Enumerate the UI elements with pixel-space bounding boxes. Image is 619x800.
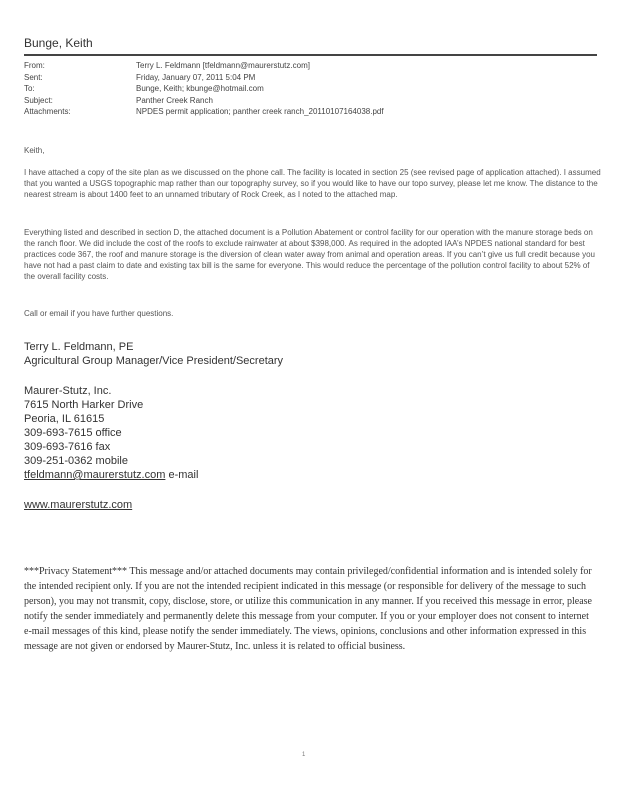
header-value: NPDES permit application; panther creek ranch_20110107164038.pdf: [136, 107, 384, 116]
header-row-sent: [24, 72, 598, 84]
signature-company: Maurer-Stutz, Inc.: [24, 385, 112, 397]
header-row-to: [24, 83, 598, 95]
sender-name: Bunge, Keith: [24, 36, 93, 50]
header-label: From:: [24, 61, 45, 70]
website-link[interactable]: www.maurerstutz.com: [24, 499, 133, 511]
email-link[interactable]: tfeldmann@maurerstutz.com: [24, 469, 166, 481]
signature-name: Terry L. Feldmann, PE: [24, 341, 134, 353]
body-paragraph: Everything listed and described in section D, the attached document is a Pollution Abatement or control facility for our operation with the manure storage beds on the ranch floor. We did include the cost of the roofs to exclude rainwater at about $398,000. As required in the adopted IAA’s NPDES national standard for best practices code 367, the roof and manure storage is the diversion of clean water away from animal and operation areas. If you can’t give us full credit because you have not had a past claim to date and existing tax bill is the same for everyone. This would reduce the percentage of the pollution control facility to about 52% of the overall facility costs.: [24, 228, 595, 281]
signature-city: Peoria, IL 61615: [24, 413, 105, 425]
header-value: Panther Creek Ranch: [136, 95, 213, 105]
header-row-subject: [24, 95, 598, 107]
signature-street: 7615 North Harker Drive: [24, 399, 144, 411]
header-label: Attachments:: [24, 107, 71, 116]
salutation: Keith,: [24, 146, 45, 155]
signature-email-line: [24, 468, 283, 482]
header-divider: [24, 54, 597, 56]
email-suffix: e-mail: [165, 469, 199, 481]
header-value: Friday, January 07, 2011 5:04 PM: [136, 72, 256, 82]
signature-office-phone: 309-693-7615 office: [24, 427, 122, 439]
signature-fax: 309-693-7616 fax: [24, 441, 111, 453]
body-paragraph: Call or email if you have further questions.: [24, 309, 174, 318]
body-paragraph: I have attached a copy of the site plan as we discussed on the phone call. The facility is located in section 25 (see revised page of application attached). I assumed that you wanted a USGS topographic map rather than our topography survey, so if you would like to have our topo survey, please let me know. The distance to the nearest stream is about 1400 feet to an unnamed tributary of Rock Creek, as I noted to the attached map.: [24, 168, 601, 199]
signature-block: [24, 340, 283, 512]
signature-title: Agricultural Group Manager/Vice President/Secretary: [24, 355, 284, 367]
email-header-block: [24, 60, 598, 118]
header-row-from: [24, 60, 598, 72]
header-row-attachments: [24, 106, 598, 118]
header-label: Subject:: [24, 95, 53, 105]
header-value: Terry L. Feldmann [tfeldmann@maurerstutz.com]: [136, 61, 310, 70]
header-value: Bunge, Keith; kbunge@hotmail.com: [136, 84, 264, 93]
header-label: To:: [24, 84, 35, 93]
privacy-notice: ***Privacy Statement*** This message and/or attached documents may contain privileged/confidential information and is intended solely for the intended recipient only. If you are not the intended recipient indicated in this message (or responsible for delivery of the message to such person), you may not transmit, copy, disclose, store, or utilize this communication in any manner. If you received this message in error, please notify the sender immediately and permanently delete this message from your computer. If you or your employer does not consent to internet e-mail messages of this kind, please notify the sender immediately. The views, opinions, conclusions and other information expressed in this message are not given or endorsed by Maurer-Stutz, Inc. unless it is related to official business.: [24, 566, 592, 652]
page-number: 1: [302, 752, 306, 758]
header-label: Sent:: [24, 72, 43, 82]
signature-mobile: 309-251-0362 mobile: [24, 455, 128, 467]
